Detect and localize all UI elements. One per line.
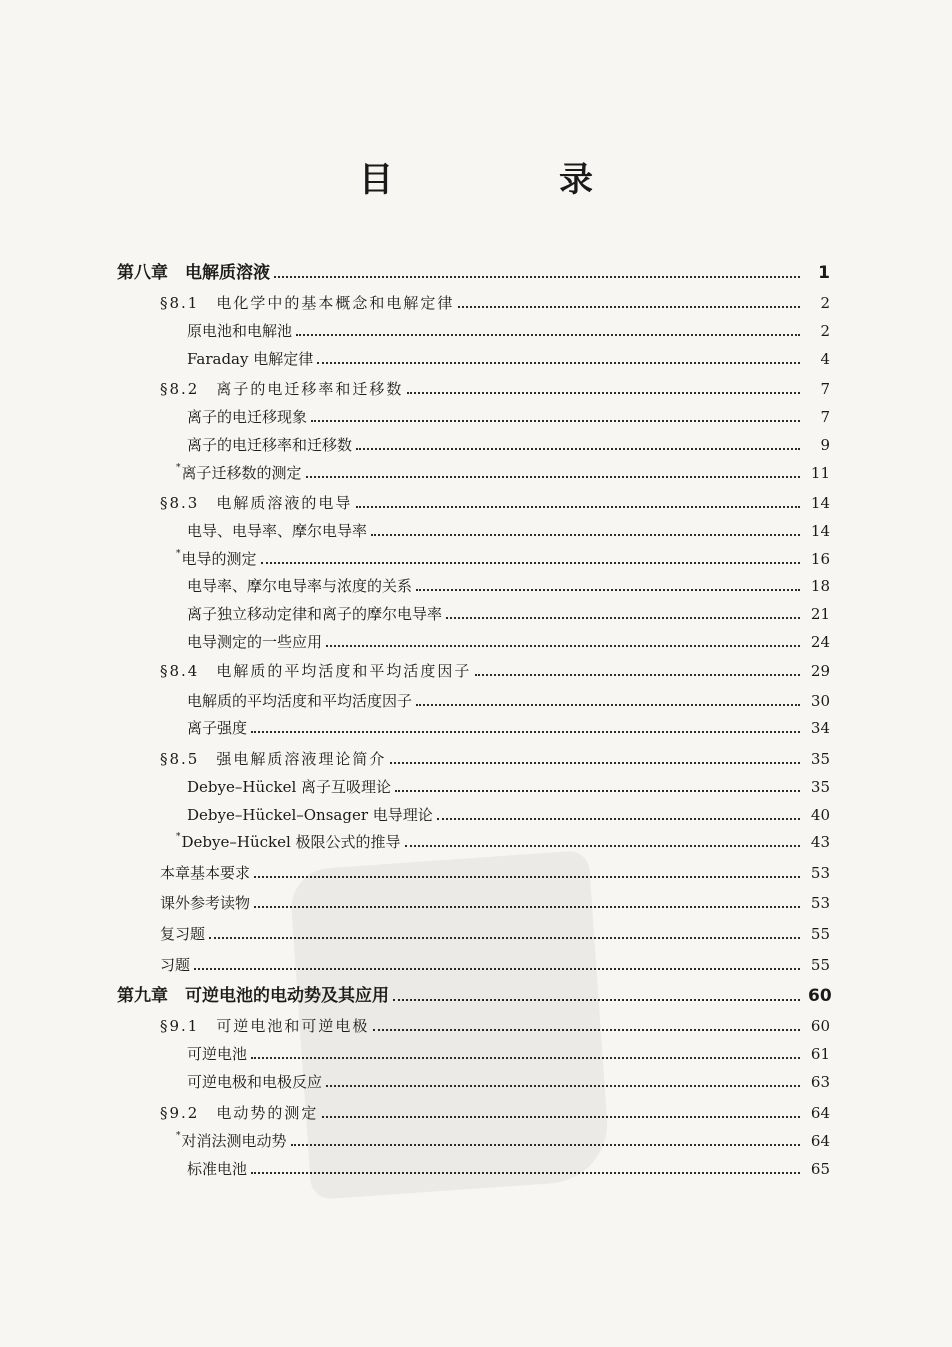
toc-entry-label [160, 954, 194, 976]
toc-entry[interactable] [187, 340, 830, 368]
toc-entry[interactable] [160, 484, 830, 512]
page-number: 64 [810, 1132, 830, 1150]
toc-entry-label [187, 575, 416, 597]
toc-entry-text: §8.5 强电解质溶液理论简介 [160, 750, 387, 768]
page-number: 29 [810, 662, 830, 680]
dot-leader [373, 1007, 800, 1031]
toc-entry[interactable] [160, 1007, 830, 1035]
dot-leader [356, 484, 800, 508]
toc-entry[interactable] [187, 796, 830, 824]
toc-entry-text: §8.2 离子的电迁移率和迁移数 [160, 380, 404, 398]
toc-entry[interactable] [187, 709, 830, 737]
page-number: 2 [820, 294, 830, 312]
dot-leader [296, 312, 800, 336]
page-number: 60 [810, 1017, 830, 1035]
toc-entry-text: 原电池和电解池 [187, 322, 293, 340]
toc-entry-text: 离子强度 [187, 719, 248, 737]
dot-leader [311, 398, 800, 422]
toc-entry[interactable] [117, 254, 830, 283]
toc-entry-label [160, 892, 254, 914]
dot-leader [274, 254, 800, 278]
dot-leader [390, 740, 800, 764]
dot-leader [458, 284, 800, 308]
dot-leader [326, 623, 800, 647]
toc-entry-text: 电解质的平均活度和平均活度因子 [187, 692, 413, 710]
toc-entry-text: 离子迁移数的测定 [181, 464, 302, 482]
toc-entry-text: Faraday 电解定律 [187, 350, 314, 368]
dot-leader [254, 884, 800, 908]
toc-entry-text: 电导率、摩尔电导率与浓度的关系 [187, 577, 413, 595]
dot-leader [407, 370, 800, 394]
page-number: 63 [810, 1073, 830, 1091]
dot-leader [194, 946, 800, 970]
dot-leader [209, 915, 800, 939]
toc-entry-text: 第八章 电解质溶液 [117, 263, 270, 283]
dot-leader [393, 977, 800, 1001]
toc-entry-text: §8.3 电解质溶液的电导 [160, 494, 353, 512]
page-number: 53 [810, 894, 830, 912]
toc-entry[interactable] [176, 823, 830, 851]
dot-leader [416, 567, 800, 591]
toc-entry-label [160, 660, 475, 682]
toc-entry-text: §8.4 电解质的平均活度和平均活度因子 [160, 662, 472, 680]
dot-leader [326, 1063, 800, 1087]
dot-leader [317, 340, 800, 364]
toc-entry[interactable] [176, 540, 830, 568]
toc-entry-label [187, 776, 395, 798]
toc-entry-label [187, 631, 326, 653]
toc-entry-label [160, 923, 209, 945]
toc-entry[interactable] [160, 284, 830, 312]
toc-entry-label [187, 717, 251, 739]
toc-entry-label [187, 406, 311, 428]
dot-leader [395, 768, 800, 792]
toc-entry-label [176, 831, 405, 853]
toc-entry[interactable] [187, 426, 830, 454]
page-number: 14 [810, 522, 830, 540]
toc-entry[interactable] [160, 946, 830, 974]
page-number: 35 [810, 778, 830, 796]
optional-marker: * [176, 549, 181, 559]
toc-entry[interactable] [160, 915, 830, 943]
toc-entry-label [160, 292, 458, 314]
toc-entry-label [187, 320, 296, 342]
dot-leader [416, 682, 800, 706]
toc-entry-text: Debye–Hückel 极限公式的推导 [181, 833, 401, 851]
page-number: 14 [810, 494, 830, 512]
page-number: 16 [810, 550, 830, 568]
toc-entry-text: 电导测定的一些应用 [187, 633, 323, 651]
toc-entry-text: 第九章 可逆电池的电动势及其应用 [117, 986, 389, 1006]
page-number: 34 [810, 719, 830, 737]
page-number: 9 [820, 436, 830, 454]
toc-entry[interactable] [160, 740, 830, 768]
page-number: 40 [810, 806, 830, 824]
toc-entry[interactable] [187, 398, 830, 426]
toc-entry[interactable] [187, 512, 830, 540]
page-number: 60 [808, 986, 832, 1006]
toc-entry-label [160, 862, 254, 884]
toc-entry[interactable] [187, 623, 830, 651]
page-number: 18 [810, 577, 830, 595]
toc-entry-text: Debye–Hückel–Onsager 电导理论 [187, 806, 433, 824]
toc-entry[interactable] [187, 312, 830, 340]
toc-entry-text: 离子独立移动定律和离子的摩尔电导率 [187, 605, 443, 623]
dot-leader [251, 1150, 800, 1174]
optional-marker: * [176, 832, 181, 842]
toc-entry-label [187, 434, 356, 456]
toc-entry-text: §9.2 电动势的测定 [160, 1104, 319, 1122]
toc-entry[interactable] [187, 595, 830, 623]
toc-entry-label [160, 1102, 322, 1124]
toc-entry[interactable] [187, 682, 830, 710]
page-number: 65 [810, 1160, 830, 1178]
page-number: 7 [820, 380, 830, 398]
toc-entry-label [160, 748, 390, 770]
toc-entry[interactable] [187, 1063, 830, 1091]
optional-marker: * [176, 1131, 181, 1141]
toc-entry-text: 标准电池 [187, 1160, 248, 1178]
dot-leader [356, 426, 800, 450]
toc-entry-label [187, 1071, 326, 1093]
page-number: 21 [810, 605, 830, 623]
page-number: 64 [810, 1104, 830, 1122]
toc-entry[interactable] [160, 652, 830, 680]
toc-entry[interactable] [187, 1035, 830, 1063]
toc-entry-label [117, 262, 274, 284]
toc-entry[interactable] [117, 977, 832, 1006]
page-number: 2 [820, 322, 830, 340]
page-number: 4 [820, 350, 830, 368]
page-number: 53 [810, 864, 830, 882]
toc-entry-text: 可逆电池 [187, 1045, 248, 1063]
page-number: 1 [818, 263, 830, 283]
dot-leader [251, 709, 800, 733]
toc-entry-text: 离子的电迁移率和迁移数 [187, 436, 353, 454]
toc-entry-text: §9.1 可逆电池和可逆电极 [160, 1017, 370, 1035]
toc-entry-label [187, 520, 371, 542]
dot-leader [371, 512, 800, 536]
dot-leader [306, 454, 800, 478]
toc-entry-text: 对消法测电动势 [181, 1132, 287, 1150]
page-number: 35 [810, 750, 830, 768]
page-number: 30 [810, 692, 830, 710]
dot-leader [254, 854, 800, 878]
dot-leader [291, 1122, 800, 1146]
toc-entry[interactable] [160, 1094, 830, 1122]
toc-entry-label [187, 1043, 251, 1065]
dot-leader [475, 652, 800, 676]
page-number: 11 [810, 464, 830, 482]
toc-entry-text: 电导、电导率、摩尔电导率 [187, 522, 368, 540]
dot-leader [322, 1094, 800, 1118]
toc-entry-label [187, 348, 317, 370]
toc-entry-label [187, 1158, 251, 1180]
toc-entry[interactable] [160, 370, 830, 398]
toc-entry-text: 习题 [160, 956, 191, 974]
toc-entry[interactable] [160, 884, 830, 912]
dot-leader [251, 1035, 800, 1059]
page-number: 7 [820, 408, 830, 426]
page-number: 24 [810, 633, 830, 651]
toc-entry-text: 可逆电极和电极反应 [187, 1073, 323, 1091]
toc-entry-label [160, 492, 356, 514]
toc-entry[interactable] [176, 454, 830, 482]
toc-entry[interactable] [187, 768, 830, 796]
dot-leader [437, 796, 800, 820]
page-number: 61 [810, 1045, 830, 1063]
toc-entry[interactable] [187, 567, 830, 595]
toc-entry-text: 复习题 [160, 925, 206, 943]
dot-leader [446, 595, 800, 619]
toc-entry-label [117, 985, 393, 1007]
optional-marker: * [176, 463, 181, 473]
toc-entry-text: 本章基本要求 [160, 864, 251, 882]
page-number: 55 [810, 925, 830, 943]
dot-leader [261, 540, 800, 564]
toc-entry-text: 电导的测定 [181, 550, 257, 568]
toc-entry-label [160, 378, 407, 400]
page-title: 目 录 [359, 160, 659, 200]
toc-entry-text: Debye–Hückel 离子互吸理论 [187, 778, 392, 796]
dot-leader [405, 823, 800, 847]
page-number: 55 [810, 956, 830, 974]
toc-entry-label [176, 462, 306, 484]
toc-entry[interactable] [187, 1150, 830, 1178]
toc-entry-label [176, 1130, 291, 1152]
page-number: 43 [810, 833, 830, 851]
toc-entry-label [160, 1015, 373, 1037]
toc-entry-label [187, 603, 446, 625]
toc-entry-text: 离子的电迁移现象 [187, 408, 308, 426]
toc-entry-text: 课外参考读物 [160, 894, 251, 912]
toc-entry[interactable] [176, 1122, 830, 1150]
toc-entry[interactable] [160, 854, 830, 882]
toc-entry-text: §8.1 电化学中的基本概念和电解定律 [160, 294, 455, 312]
